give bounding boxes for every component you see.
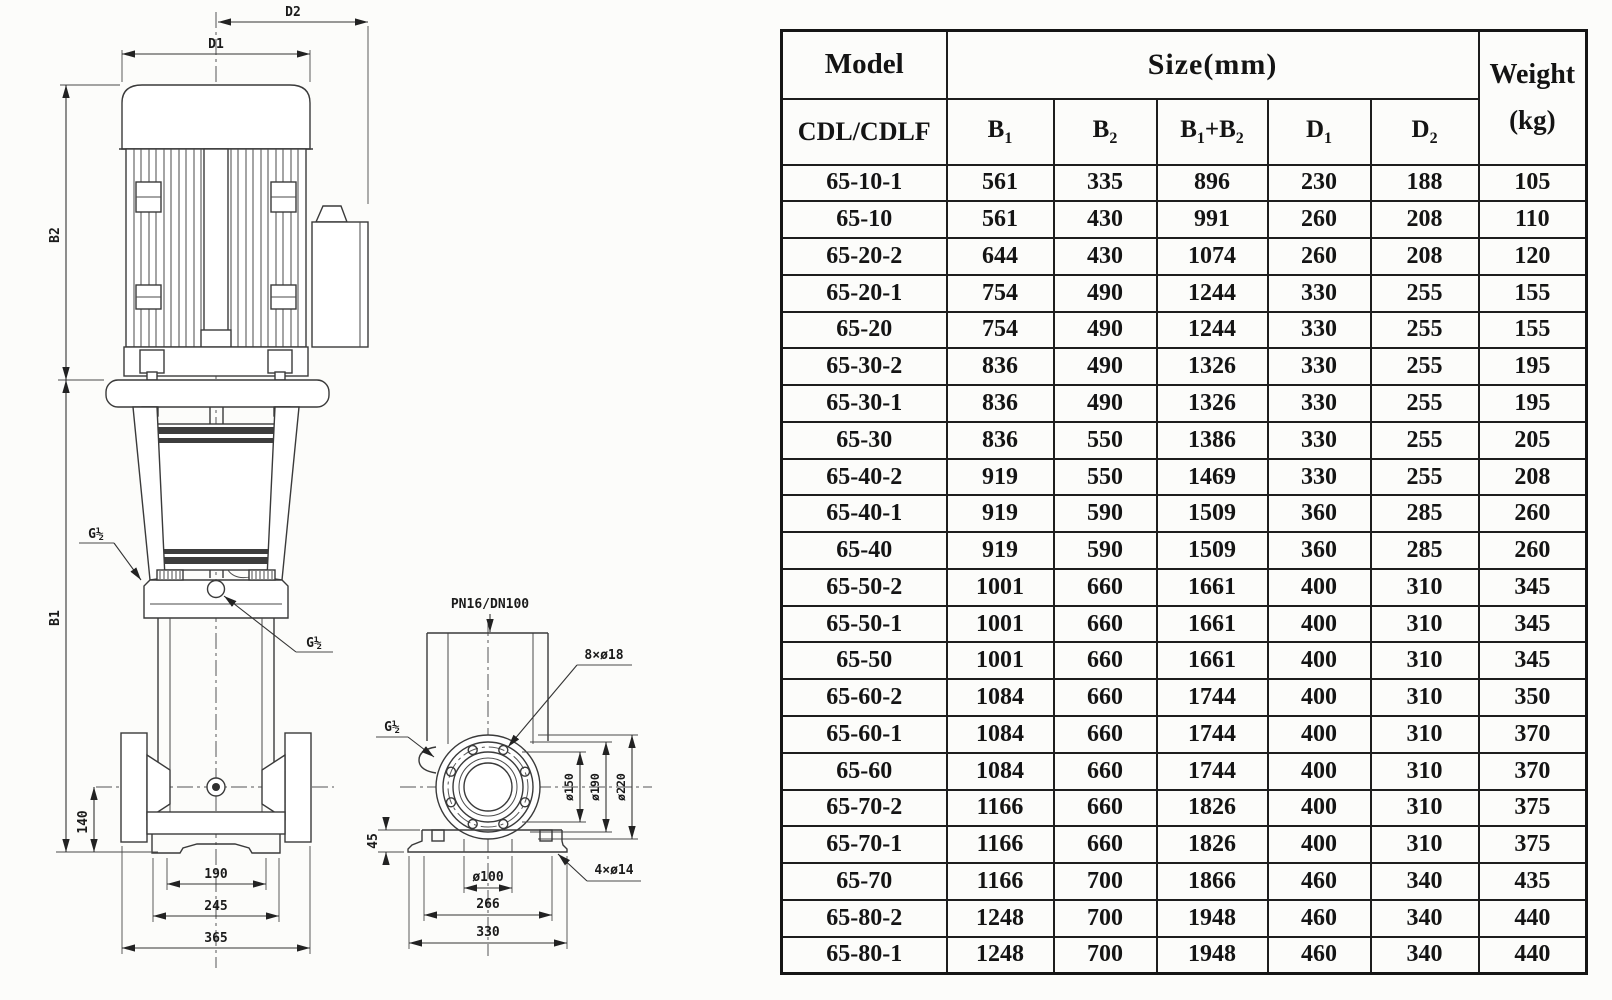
port-label-g12-right: G½ xyxy=(306,636,322,651)
cell-d1: 460 xyxy=(1268,937,1371,974)
cell-d1: 460 xyxy=(1268,900,1371,937)
cell-b1: 561 xyxy=(947,201,1054,238)
cell-b2: 490 xyxy=(1054,348,1157,385)
cell-weight: 110 xyxy=(1479,201,1587,238)
cell-d1: 460 xyxy=(1268,863,1371,900)
cell-weight: 440 xyxy=(1479,900,1587,937)
cell-b2: 660 xyxy=(1054,679,1157,716)
cell-d1: 400 xyxy=(1268,716,1371,753)
dim-label-245: 245 xyxy=(204,899,228,914)
cell-model: 65-80-1 xyxy=(782,937,947,974)
cell-b1b2: 1326 xyxy=(1157,348,1268,385)
cell-weight: 345 xyxy=(1479,642,1587,679)
size-weight-table xyxy=(780,29,1588,975)
table-row xyxy=(782,716,1587,753)
table-row xyxy=(782,679,1587,716)
cell-model: 65-60-2 xyxy=(782,679,947,716)
cell-b1: 1084 xyxy=(947,679,1054,716)
cell-d1: 330 xyxy=(1268,385,1371,422)
cell-model: 65-10-1 xyxy=(782,165,947,202)
cell-d2: 340 xyxy=(1371,937,1479,974)
cell-b2: 590 xyxy=(1054,495,1157,532)
cell-b1b2: 991 xyxy=(1157,201,1268,238)
cell-b1b2: 896 xyxy=(1157,165,1268,202)
table-row xyxy=(782,790,1587,827)
cell-b2: 335 xyxy=(1054,165,1157,202)
cell-b2: 660 xyxy=(1054,642,1157,679)
cell-d1: 330 xyxy=(1268,348,1371,385)
cell-d2: 255 xyxy=(1371,459,1479,496)
cell-d1: 360 xyxy=(1268,532,1371,569)
cell-model: 65-50-1 xyxy=(782,606,947,643)
cell-weight: 440 xyxy=(1479,937,1587,974)
dim-label-266: 266 xyxy=(476,897,500,912)
cell-d2: 188 xyxy=(1371,165,1479,202)
flange-view-drawing xyxy=(366,597,652,956)
cell-d2: 208 xyxy=(1371,201,1479,238)
dim-label-45: 45 xyxy=(366,833,381,849)
cell-d1: 400 xyxy=(1268,606,1371,643)
port-label-g12-left: G½ xyxy=(88,527,104,542)
cell-model: 65-20-1 xyxy=(782,275,947,312)
cell-b1b2: 1509 xyxy=(1157,495,1268,532)
cell-b2: 660 xyxy=(1054,826,1157,863)
flange-spec-label: PN16/DN100 xyxy=(450,597,530,612)
cell-weight: 260 xyxy=(1479,532,1587,569)
cell-weight: 155 xyxy=(1479,312,1587,349)
cell-b1b2: 1744 xyxy=(1157,753,1268,790)
cell-weight: 345 xyxy=(1479,569,1587,606)
cell-b1: 1001 xyxy=(947,642,1054,679)
cell-weight: 375 xyxy=(1479,826,1587,863)
dim-label-dia150: ø150 xyxy=(562,773,576,801)
cell-b2: 660 xyxy=(1054,790,1157,827)
dim-label-dia100: ø100 xyxy=(472,870,504,885)
cell-weight: 375 xyxy=(1479,790,1587,827)
cell-d1: 330 xyxy=(1268,275,1371,312)
front-view-drawing xyxy=(48,5,368,968)
cell-weight: 155 xyxy=(1479,275,1587,312)
cell-d2: 310 xyxy=(1371,642,1479,679)
cell-d1: 400 xyxy=(1268,642,1371,679)
cell-d2: 310 xyxy=(1371,569,1479,606)
cell-b1: 836 xyxy=(947,385,1054,422)
cell-weight: 370 xyxy=(1479,753,1587,790)
cell-b1: 836 xyxy=(947,422,1054,459)
cell-b1: 1166 xyxy=(947,790,1054,827)
cell-b1b2: 1386 xyxy=(1157,422,1268,459)
cell-b1: 1084 xyxy=(947,716,1054,753)
cell-model: 65-60 xyxy=(782,753,947,790)
table-row xyxy=(782,642,1587,679)
table-row xyxy=(782,937,1587,974)
cell-b2: 700 xyxy=(1054,863,1157,900)
cell-weight: 120 xyxy=(1479,238,1587,275)
cell-b1b2: 1661 xyxy=(1157,606,1268,643)
cell-b1b2: 1326 xyxy=(1157,385,1268,422)
cell-b2: 590 xyxy=(1054,532,1157,569)
cell-model: 65-30-2 xyxy=(782,348,947,385)
cell-d2: 255 xyxy=(1371,275,1479,312)
cell-b1b2: 1661 xyxy=(1157,569,1268,606)
bolt-holes-label: 8×ø18 xyxy=(584,648,624,663)
cell-b2: 490 xyxy=(1054,385,1157,422)
cell-b1b2: 1826 xyxy=(1157,790,1268,827)
cell-b1b2: 1469 xyxy=(1157,459,1268,496)
header-col-d1: $D_1$ xyxy=(1268,99,1371,165)
cell-b1: 1248 xyxy=(947,937,1054,974)
cell-d2: 310 xyxy=(1371,753,1479,790)
cell-d1: 400 xyxy=(1268,826,1371,863)
dim-label-dia190: ø190 xyxy=(588,773,602,801)
cell-b1: 1084 xyxy=(947,753,1054,790)
cell-b1b2: 1074 xyxy=(1157,238,1268,275)
cell-b1: 836 xyxy=(947,348,1054,385)
header-col-b2: $B_2$ xyxy=(1054,99,1157,165)
table-row xyxy=(782,532,1587,569)
cell-model: 65-30-1 xyxy=(782,385,947,422)
pump-base xyxy=(147,812,285,853)
cell-model: 65-70-2 xyxy=(782,790,947,827)
cell-weight: 105 xyxy=(1479,165,1587,202)
cell-model: 65-60-1 xyxy=(782,716,947,753)
table-row xyxy=(782,863,1587,900)
base-slots-label: 4×ø14 xyxy=(594,863,634,878)
cell-b2: 700 xyxy=(1054,937,1157,974)
motor xyxy=(119,85,313,347)
table-row xyxy=(782,385,1587,422)
cell-weight: 205 xyxy=(1479,422,1587,459)
cell-b2: 700 xyxy=(1054,900,1157,937)
cell-model: 65-20 xyxy=(782,312,947,349)
cell-b2: 430 xyxy=(1054,238,1157,275)
header-weight-unit: (kg) xyxy=(1509,105,1556,136)
cell-b1: 1001 xyxy=(947,569,1054,606)
cell-weight: 195 xyxy=(1479,385,1587,422)
table-row xyxy=(782,753,1587,790)
cell-b1: 754 xyxy=(947,312,1054,349)
dim-label-dia220: ø220 xyxy=(614,773,628,801)
header-col-b1b2: $B_1+B_2$ xyxy=(1157,99,1268,165)
cell-b1: 1166 xyxy=(947,826,1054,863)
cell-d1: 400 xyxy=(1268,569,1371,606)
table-row xyxy=(782,900,1587,937)
cell-d2: 310 xyxy=(1371,679,1479,716)
cell-model: 65-50 xyxy=(782,642,947,679)
cell-weight: 345 xyxy=(1479,606,1587,643)
table-row xyxy=(782,495,1587,532)
cell-b1: 1248 xyxy=(947,900,1054,937)
cell-d1: 330 xyxy=(1268,422,1371,459)
cell-model: 65-80-2 xyxy=(782,900,947,937)
cell-weight: 370 xyxy=(1479,716,1587,753)
cell-weight: 350 xyxy=(1479,679,1587,716)
cell-b2: 430 xyxy=(1054,201,1157,238)
header-col-b1: $B_1$ xyxy=(947,99,1054,165)
cell-model: 65-20-2 xyxy=(782,238,947,275)
pump-drawing-svg xyxy=(0,0,780,1000)
cell-model: 65-70 xyxy=(782,863,947,900)
cell-b1b2: 1744 xyxy=(1157,679,1268,716)
cell-model: 65-10 xyxy=(782,201,947,238)
cell-d2: 340 xyxy=(1371,900,1479,937)
cell-b2: 550 xyxy=(1054,459,1157,496)
header-model-series: CDL/CDLF xyxy=(782,99,947,165)
cell-d2: 285 xyxy=(1371,532,1479,569)
cell-model: 65-70-1 xyxy=(782,826,947,863)
cell-d1: 260 xyxy=(1268,201,1371,238)
cell-b1b2: 1948 xyxy=(1157,900,1268,937)
cell-model: 65-30 xyxy=(782,422,947,459)
cell-b1b2: 1826 xyxy=(1157,826,1268,863)
header-weight-title: Weight xyxy=(1489,58,1576,90)
dim-label-365: 365 xyxy=(204,931,228,946)
cell-b1b2: 1866 xyxy=(1157,863,1268,900)
cell-b1: 919 xyxy=(947,532,1054,569)
cell-d2: 340 xyxy=(1371,863,1479,900)
cell-d2: 255 xyxy=(1371,422,1479,459)
dimension-table xyxy=(780,29,1585,975)
dim-label-d1: D1 xyxy=(208,37,224,52)
cell-d1: 230 xyxy=(1268,165,1371,202)
cell-b2: 490 xyxy=(1054,275,1157,312)
cell-model: 65-50-2 xyxy=(782,569,947,606)
cell-d2: 310 xyxy=(1371,606,1479,643)
cell-model: 65-40 xyxy=(782,532,947,569)
cell-weight: 260 xyxy=(1479,495,1587,532)
technical-drawing xyxy=(0,0,780,1000)
dim-label-b2: B2 xyxy=(48,227,63,243)
cell-b1: 1001 xyxy=(947,606,1054,643)
cell-b2: 490 xyxy=(1054,312,1157,349)
cell-d2: 310 xyxy=(1371,790,1479,827)
cell-d1: 360 xyxy=(1268,495,1371,532)
table-row xyxy=(782,606,1587,643)
header-size-group: Size(mm) xyxy=(947,31,1479,99)
cell-b1b2: 1948 xyxy=(1157,937,1268,974)
table-row xyxy=(782,348,1587,385)
mounting-bracket xyxy=(106,347,329,416)
cell-model: 65-40-1 xyxy=(782,495,947,532)
cell-d1: 330 xyxy=(1268,459,1371,496)
table-row xyxy=(782,569,1587,606)
dim-label-d2: D2 xyxy=(285,5,301,20)
cell-weight: 195 xyxy=(1479,348,1587,385)
cell-d2: 285 xyxy=(1371,495,1479,532)
cell-d1: 330 xyxy=(1268,312,1371,349)
cell-d1: 260 xyxy=(1268,238,1371,275)
cell-weight: 208 xyxy=(1479,459,1587,496)
cell-b1b2: 1244 xyxy=(1157,275,1268,312)
pump-stool xyxy=(133,407,299,580)
table-row xyxy=(782,422,1587,459)
table-row xyxy=(782,459,1587,496)
cell-d2: 310 xyxy=(1371,826,1479,863)
cell-b1: 1166 xyxy=(947,863,1054,900)
table-row xyxy=(782,312,1587,349)
cell-d2: 255 xyxy=(1371,312,1479,349)
port-label-g12-flange: G½ xyxy=(384,720,400,735)
table-row xyxy=(782,826,1587,863)
cell-d2: 255 xyxy=(1371,385,1479,422)
cell-d1: 400 xyxy=(1268,790,1371,827)
header-row-1 xyxy=(782,31,1587,99)
table-row xyxy=(782,275,1587,312)
dim-label-330: 330 xyxy=(476,925,500,940)
header-weight xyxy=(1479,31,1587,165)
cell-d2: 310 xyxy=(1371,716,1479,753)
header-model: Model xyxy=(782,31,947,99)
cell-b2: 660 xyxy=(1054,716,1157,753)
cell-b1: 644 xyxy=(947,238,1054,275)
header-row-2 xyxy=(782,99,1587,165)
cell-b1: 561 xyxy=(947,165,1054,202)
junction-box xyxy=(312,206,368,347)
cell-d1: 400 xyxy=(1268,753,1371,790)
cell-d1: 400 xyxy=(1268,679,1371,716)
cell-b1b2: 1244 xyxy=(1157,312,1268,349)
cell-b2: 550 xyxy=(1054,422,1157,459)
table-row xyxy=(782,201,1587,238)
header-col-d2: $D_2$ xyxy=(1371,99,1479,165)
dim-label-140: 140 xyxy=(76,810,91,834)
cell-b2: 660 xyxy=(1054,569,1157,606)
cell-b1b2: 1509 xyxy=(1157,532,1268,569)
cell-b2: 660 xyxy=(1054,753,1157,790)
table-row xyxy=(782,238,1587,275)
cell-model: 65-40-2 xyxy=(782,459,947,496)
cell-d2: 208 xyxy=(1371,238,1479,275)
cell-b1b2: 1661 xyxy=(1157,642,1268,679)
pump-head xyxy=(144,570,288,618)
cell-b1: 919 xyxy=(947,495,1054,532)
cell-b1b2: 1744 xyxy=(1157,716,1268,753)
cell-weight: 435 xyxy=(1479,863,1587,900)
cell-b1: 754 xyxy=(947,275,1054,312)
dim-label-190: 190 xyxy=(204,867,228,882)
cell-b2: 660 xyxy=(1054,606,1157,643)
cell-d2: 255 xyxy=(1371,348,1479,385)
flange-face xyxy=(419,735,540,839)
cell-b1: 919 xyxy=(947,459,1054,496)
table-body xyxy=(782,165,1587,974)
dim-label-b1: B1 xyxy=(48,610,63,626)
table-row xyxy=(782,165,1587,202)
